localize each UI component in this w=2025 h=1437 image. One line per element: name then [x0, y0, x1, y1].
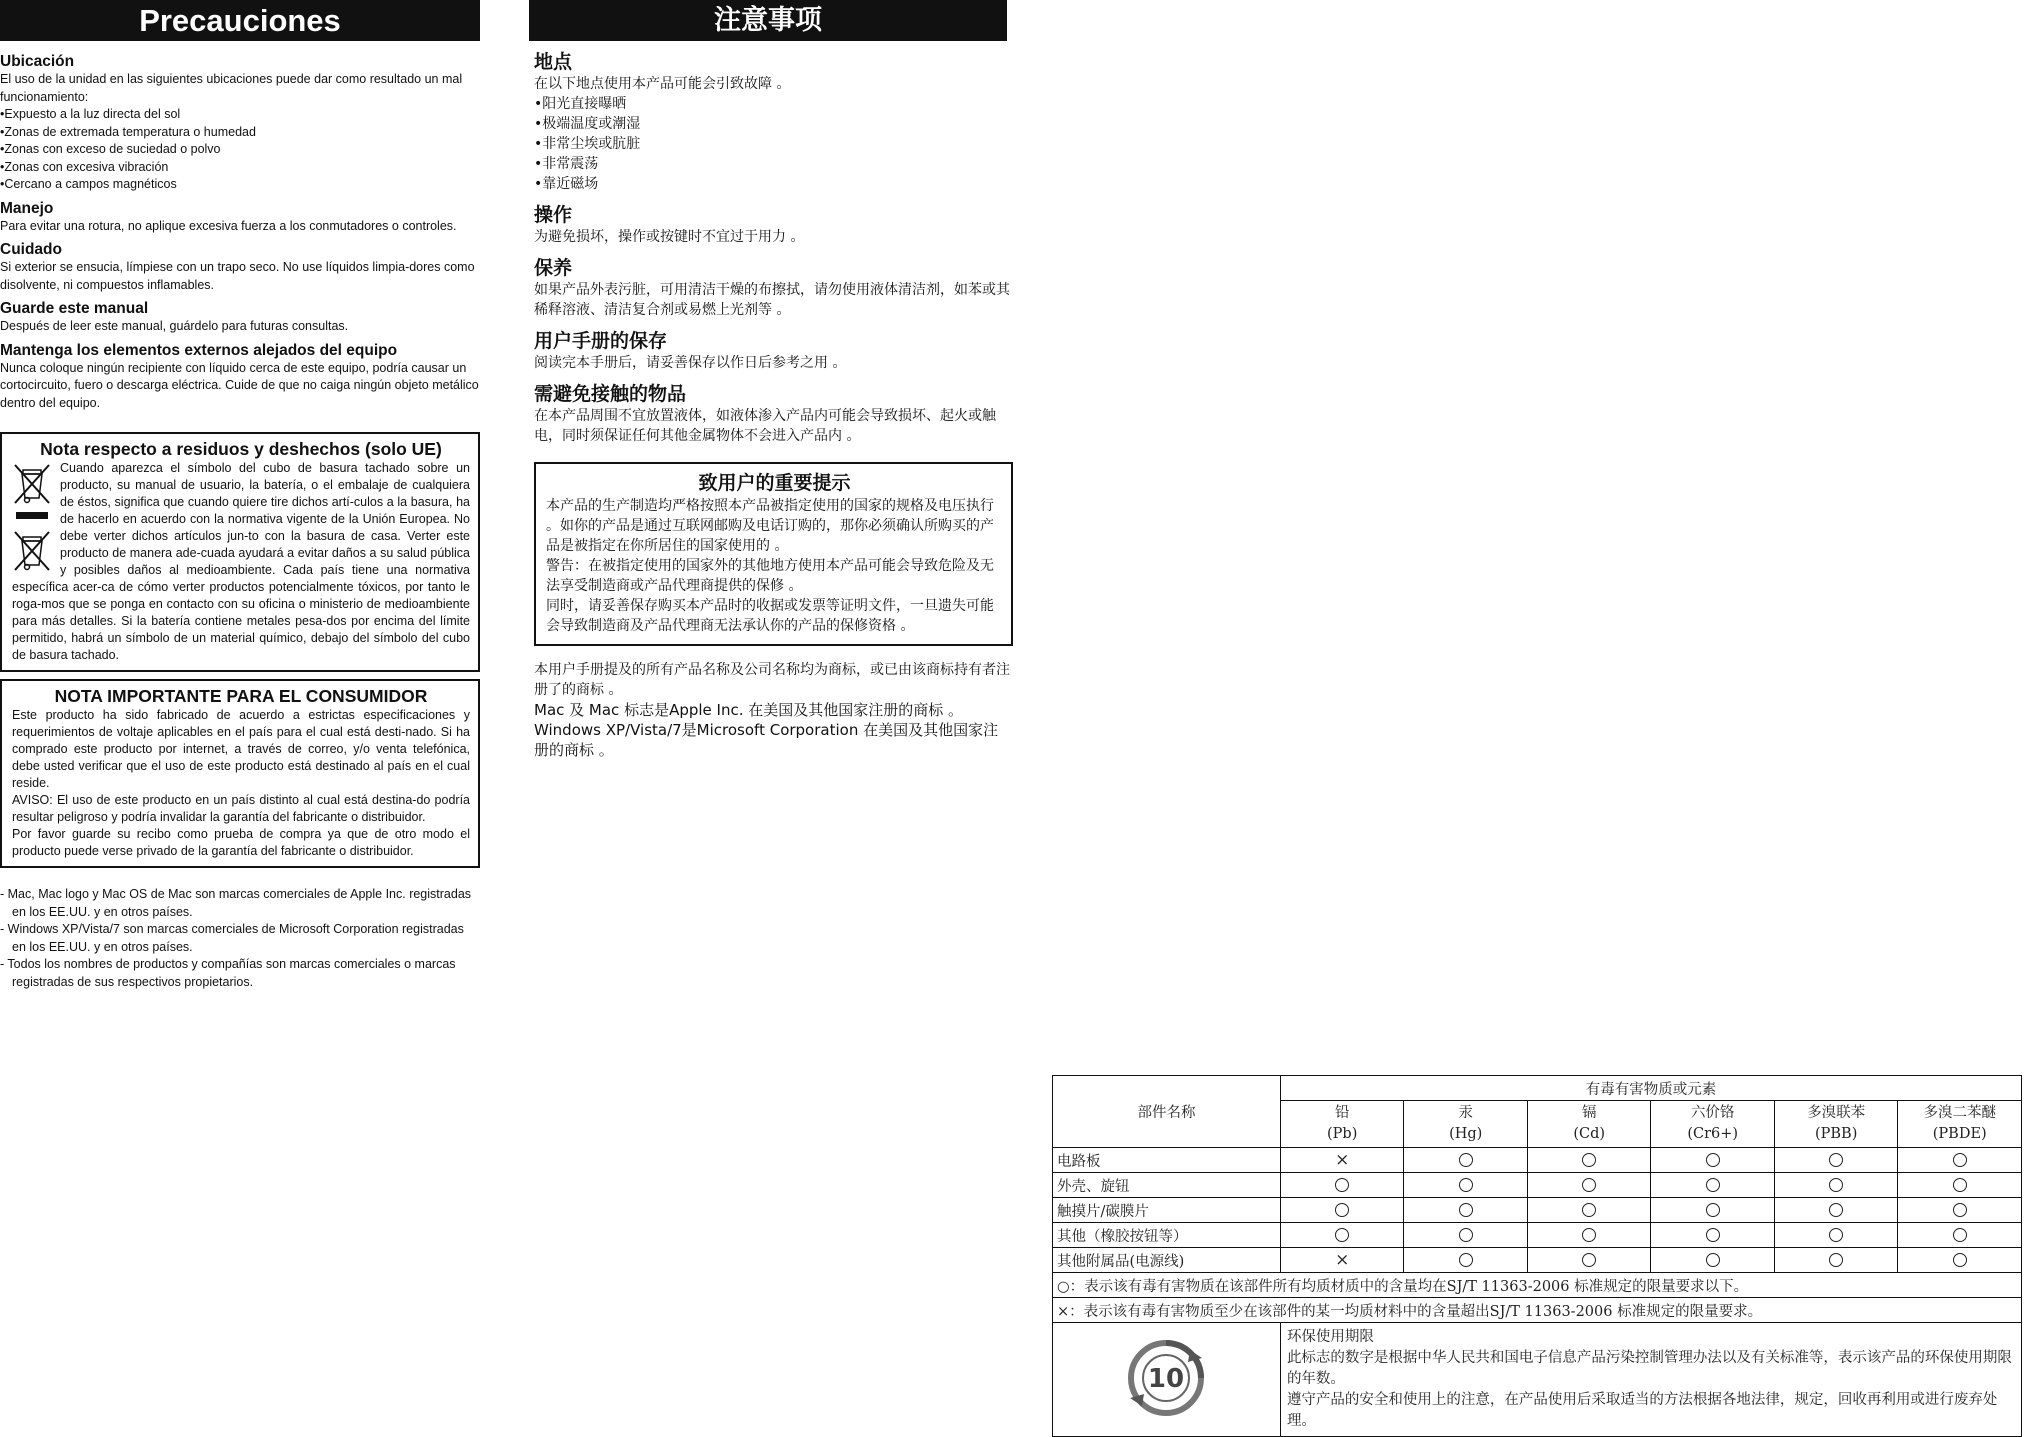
- heading-maintenance: 保养: [534, 257, 573, 279]
- within-limit-mark: [1651, 1148, 1775, 1173]
- eco-period-text: [1280, 1323, 2021, 1437]
- eco-period-line2: 遵守产品的安全和使用上的注意，在产品使用后采取适当的方法根据各地法律，规定，回收再利用或进行废弃处理。: [1286, 1392, 1998, 1429]
- eco-period-logo: [1053, 1323, 1281, 1437]
- heading-guarde: Guarde este manual: [0, 300, 149, 317]
- within-limit-mark: [1651, 1173, 1775, 1198]
- within-limit-mark: [1527, 1198, 1651, 1223]
- legend-cross: ×：表示该有毒有害物质至少在该部件的某一均质材料中的含量超出SJ/T 11363-2006 标准规定的限量要求。: [1053, 1298, 2022, 1323]
- consumer-note-box: [0, 679, 480, 868]
- heading-mantenga: Mantenga los elementos externos alejados del equipo: [0, 341, 398, 359]
- within-limit-mark: [1774, 1198, 1898, 1223]
- within-limit-mark: [1280, 1198, 1404, 1223]
- consumer-note-p2: AVISO: El uso de este producto en un país distinto al cual está destina-do podría resultar peligroso y podría invalidar la garantía del fabricante o distribuidor.: [12, 793, 470, 824]
- text-mantenga: Nunca coloque ningún recipiente con líquido cerca de este equipo, podría causar un cortocircuito, fuero o descarga eléctrica. Cuide de que no caiga ningún objeto metálico dentro del equipo.: [0, 360, 479, 410]
- list-item: • 非常震荡: [534, 154, 1013, 174]
- trademark-note: Mac 及 Mac 标志是Apple Inc. 在美国及其他国家注册的商标 。: [534, 701, 964, 719]
- part-name-cell: 外壳、旋钮: [1053, 1173, 1281, 1198]
- eco-period-number: 10: [1148, 1363, 1185, 1394]
- heading-ubicacion: Ubicación: [0, 53, 75, 70]
- hazard-rows: [1053, 1148, 2022, 1273]
- table-row: [1053, 1173, 2022, 1198]
- trademark-notes-zh: [534, 660, 1013, 760]
- eco-period-line1: 此标志的数字是根据中华人民共和国电子信息产品污染控制管理办法以及有关标准等，表示该产品的环保使用期限的年数。: [1286, 1350, 2012, 1387]
- part-name-cell: 其他附属品(电源线): [1053, 1248, 1281, 1273]
- within-limit-mark: [1774, 1148, 1898, 1173]
- heading-manejo: Manejo: [0, 199, 54, 217]
- consumer-note-title: NOTA IMPORTANTE PARA EL CONSUMIDOR: [54, 686, 428, 706]
- notice-p3: 同时，请妥善保存购买本产品时的收据或发票等证明文件，一旦遗失可能会导致制造商及产品代理商无法承认你的产品的保修资格 。: [546, 598, 994, 634]
- table-row: [1053, 1198, 2022, 1223]
- within-limit-mark: [1404, 1148, 1528, 1173]
- section-mantenga: [0, 341, 480, 413]
- substance-header: 汞 (Hg): [1404, 1101, 1528, 1148]
- trademark-note: Windows XP/Vista/7是Microsoft Corporation 在美国及其他国家注册的商标 。: [534, 721, 999, 759]
- text-location: 在以下地点使用本产品可能会引致故障 。: [534, 76, 791, 92]
- notice-box: [534, 462, 1013, 646]
- within-limit-mark: [1404, 1173, 1528, 1198]
- list-item: • Zonas con exceso de suciedad o polvo: [0, 141, 480, 159]
- trademark-note: 本用户手册提及的所有产品名称及公司名称均为商标，或已由该商标持有者注册了的商标 。: [534, 662, 1010, 698]
- within-limit-mark: [1527, 1248, 1651, 1273]
- list-item: - Windows XP/Vista/7 son marcas comerciales de Microsoft Corporation registradas en los EE.UU. y en otros países.: [0, 921, 480, 956]
- text-guarde: Después de leer este manual, guárdelo para futuras consultas.: [0, 319, 349, 333]
- within-limit-mark: [1527, 1173, 1651, 1198]
- chinese-column: [529, 0, 1013, 760]
- section-ubicacion: [0, 52, 480, 194]
- substance-header: 多溴二苯醚 (PBDE): [1898, 1101, 2022, 1148]
- within-limit-mark: [1404, 1248, 1528, 1273]
- list-item: • 非常尘埃或肮脏: [534, 134, 1013, 154]
- eco-period-heading: 环保使用期限: [1286, 1329, 1374, 1345]
- within-limit-mark: [1280, 1223, 1404, 1248]
- list-item: • 极端温度或潮湿: [534, 114, 1013, 134]
- within-limit-mark: [1651, 1223, 1775, 1248]
- section-manejo: [0, 199, 480, 236]
- table-row: [1053, 1248, 2022, 1273]
- part-name-cell: 触摸片/碳膜片: [1053, 1198, 1281, 1223]
- within-limit-mark: [1280, 1173, 1404, 1198]
- waste-icons: [12, 462, 54, 573]
- list-item: • Expuesto a la luz directa del sol: [0, 106, 480, 124]
- list-item: • Cercano a campos magnéticos: [0, 176, 480, 194]
- within-limit-mark: [1898, 1223, 2022, 1248]
- list-item: • Zonas con excesiva vibración: [0, 159, 480, 177]
- list-item: • Zonas de extremada temperatura o humedad: [0, 124, 480, 142]
- within-limit-mark: [1898, 1148, 2022, 1173]
- within-limit-mark: [1404, 1223, 1528, 1248]
- trademark-notes-es: [0, 886, 480, 991]
- spanish-column: [0, 0, 480, 991]
- notice-p1: 本产品的生产制造均严格按照本产品被指定使用的国家的规格及电压执行 。如你的产品是通过互联网邮购及电话订购的，那你必须确认所购买的产品是被指定在你所居住的国家使用的 。: [546, 498, 994, 554]
- list-item: - Todos los nombres de productos y compañías son marcas comerciales o marcas registradas de sus respectivos propietarios.: [0, 956, 480, 991]
- part-name-cell: 其他（橡胶按钮等）: [1053, 1223, 1281, 1248]
- heading-manual: 用户手册的保存: [534, 330, 668, 352]
- part-name-header: 部件名称: [1053, 1076, 1281, 1148]
- text-cuidado: Si exterior se ensucia, límpiese con un trapo seco. No use líquidos limpia-dores como disolvente, ni compuestos inflamables.: [0, 260, 475, 292]
- heading-avoid: 需避免接触的物品: [534, 383, 687, 405]
- text-maintenance: 如果产品外表污脏，可用清洁干燥的布擦拭，请勿使用液体清洁剂，如苯或其稀释溶液、清洁复合剂或易燃上光剂等 。: [534, 282, 1010, 318]
- substance-header: 多溴联苯 (PBB): [1774, 1101, 1898, 1148]
- waste-note-title: Nota respecto a residuos y deshechos (solo UE): [40, 439, 442, 459]
- substances-group-header: 有毒有害物质或元素: [1280, 1076, 2021, 1101]
- list-location: [534, 94, 1013, 194]
- list-item: • 阳光直接曝晒: [534, 94, 1013, 114]
- notice-title: 致用户的重要提示: [698, 472, 851, 494]
- notice-p2: 警告：在被指定使用的国家外的其他地方使用本产品可能会导致危险及无法享受制造商或产品代理商提供的保修 。: [546, 558, 994, 594]
- within-limit-mark: [1651, 1198, 1775, 1223]
- text-manual: 阅读完本手册后，请妥善保存以作日后参考之用 。: [534, 355, 847, 371]
- consumer-note-p3: Por favor guarde su recibo como prueba de compra ya que de otro modo el producto puede verse privado de la garantía del fabricante o distribuidor.: [12, 827, 470, 858]
- eco-recycle-10-icon: [1128, 1340, 1204, 1416]
- waste-note-text: Cuando aparezca el símbolo del cubo de basura tachado sobre un producto, su manual de usuario, la batería, o el embalaje de cualquiera de éstos, significa que cuando quiere tire dichos artí-culos a la basura, ha de hacerlo en acuerdo con la normativa vigente de la Unión Europea. No debe verter dichos artículos jun-to con la basura de casa. Verter este producto de manera ade-cuada ayudará a evitar daños a su salud pública y posibles daños al medioambiente. Cada país tiene una normativa específica acer-ca de cómo verter productos potencialmente tóxicos, por tanto le roga-mos que se ponga en contacto con su oficina o ministerio de medioambiente para más detalles. Si la batería contiene metales pesa-dos por encima del límite permitido, habrá un símbolo de un material químico, debajo del símbolo del cubo de basura tachado.: [12, 461, 470, 662]
- section-cuidado: [0, 240, 480, 294]
- crossed-bin-chemical-icon: [12, 529, 52, 573]
- heading-cuidado: Cuidado: [0, 241, 62, 258]
- section-guarde: [0, 299, 480, 336]
- part-name-cell: 电路板: [1053, 1148, 1281, 1173]
- text-ubicacion: El uso de la unidad en las siguientes ubicaciones puede dar como resultado un mal funcionamiento:: [0, 72, 463, 104]
- waste-note-box: [0, 432, 480, 672]
- substance-header: 铅 (Pb): [1280, 1101, 1404, 1148]
- substance-header: 镉 (Cd): [1527, 1101, 1651, 1148]
- within-limit-mark: [1404, 1198, 1528, 1223]
- within-limit-mark: [1774, 1248, 1898, 1273]
- exceeds-limit-mark: ×: [1280, 1248, 1404, 1273]
- table-row: [1053, 1223, 2022, 1248]
- exceeds-limit-mark: ×: [1280, 1148, 1404, 1173]
- consumer-note-p1: Este producto ha sido fabricado de acuerdo a estrictas especificaciones y requerimientos de voltaje aplicables en el país para el cual está desti-nado. Si ha comprado este producto por internet, a través de correo, y/o venta telefónica, debe usted verificar que el uso de este producto está destinado al país en el cual reside.: [12, 708, 470, 790]
- list-ubicacion: [0, 106, 480, 194]
- list-item: • 靠近磁场: [534, 174, 1013, 194]
- underline-bar-icon: [16, 512, 48, 519]
- text-avoid: 在本产品周围不宜放置液体，如液体渗入产品内可能会导致损坏、起火或触电，同时须保证任何其他金属物体不会进入产品内 。: [534, 408, 996, 444]
- list-item: - Mac, Mac logo y Mac OS de Mac son marcas comerciales de Apple Inc. registradas en los EE.UU. y en otros países.: [0, 886, 480, 921]
- within-limit-mark: [1527, 1223, 1651, 1248]
- text-operation: 为避免损坏，操作或按键时不宜过于用力 。: [534, 229, 805, 245]
- precautions-title-es: Precauciones: [0, 0, 480, 41]
- within-limit-mark: [1774, 1223, 1898, 1248]
- heading-location: 地点: [534, 51, 573, 73]
- legend-circle: ○：表示该有毒有害物质在该部件所有均质材质中的含量均在SJ/T 11363-2006 标准规定的限量要求以下。: [1053, 1273, 2022, 1298]
- within-limit-mark: [1774, 1173, 1898, 1198]
- table-row: [1053, 1148, 2022, 1173]
- heading-operation: 操作: [534, 204, 573, 226]
- text-manejo: Para evitar una rotura, no aplique excesiva fuerza a los conmutadores o controles.: [0, 218, 457, 233]
- within-limit-mark: [1898, 1198, 2022, 1223]
- within-limit-mark: [1898, 1173, 2022, 1198]
- hazardous-substances-table: [1052, 1075, 2022, 1437]
- within-limit-mark: [1527, 1148, 1651, 1173]
- within-limit-mark: [1898, 1248, 2022, 1273]
- within-limit-mark: [1651, 1248, 1775, 1273]
- crossed-bin-icon: [12, 462, 52, 506]
- substance-header: 六价铬 (Cr6+): [1651, 1101, 1775, 1148]
- precautions-title-zh: 注意事项: [529, 0, 1007, 41]
- zh-sections: [529, 50, 1013, 760]
